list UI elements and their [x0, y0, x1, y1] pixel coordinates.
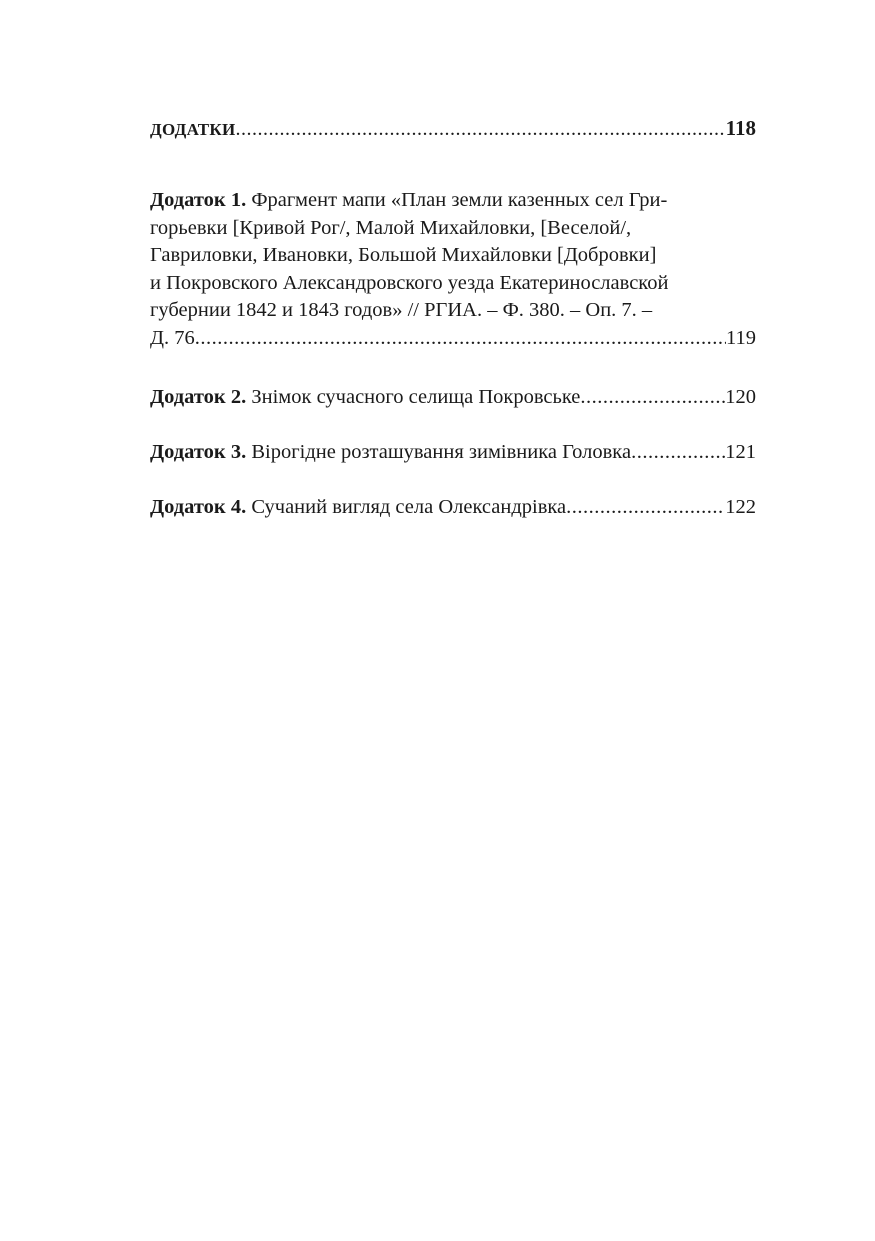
section-title: ДОДАТКИ: [150, 120, 236, 139]
toc-section-heading: [150, 114, 756, 144]
entry-page-number: 122: [725, 496, 756, 518]
entry-line: горьевки [Кривой Рог/, Малой Михайловки, [Веселой/,: [150, 216, 632, 239]
entry-text: Д. 76: [150, 326, 195, 349]
entry-line: [150, 187, 756, 215]
entry-page-number: 120: [725, 386, 756, 408]
toc-entry-appendix-4: [150, 494, 756, 522]
leader-dots: [631, 439, 725, 467]
toc-entry-appendix-1: [150, 187, 756, 352]
leader-dots: [566, 494, 725, 522]
toc-entry-appendix-2: [150, 384, 756, 412]
leader-dots: [236, 115, 726, 143]
entry-line: губернии 1842 и 1843 годов» // РГИА. – Ф. 380. – Оп. 7. –: [150, 299, 653, 321]
entry-text: Фрагмент мапи «План земли казенных сел Гри-: [246, 189, 668, 211]
entry-title: Сучаний вигляд села Олександрівка: [246, 496, 567, 518]
entry-page-number: 121: [725, 441, 756, 463]
entry-prefix: Додаток 3.: [150, 441, 247, 463]
entry-prefix: Додаток 1.: [150, 189, 247, 211]
entry-line: Гавриловки, Ивановки, Большой Михайловки [Добровки]: [150, 244, 657, 266]
entry-line: и Покровского Александровского уезда Екатеринославской: [150, 271, 669, 294]
entry-title: Знімок сучасного селища Покровське: [246, 386, 581, 408]
entry-prefix: Додаток 2.: [150, 386, 247, 408]
leader-dots: [580, 384, 725, 412]
toc-entry-appendix-3: [150, 439, 756, 467]
leader-dots: [195, 325, 726, 353]
entry-page-number: 119: [726, 326, 756, 349]
entry-title: Вірогідне розташування зимівника Головка: [246, 441, 632, 463]
section-page-number: 118: [725, 116, 756, 140]
entry-last-line: [150, 325, 756, 353]
entry-prefix: Додаток 4.: [150, 496, 247, 518]
